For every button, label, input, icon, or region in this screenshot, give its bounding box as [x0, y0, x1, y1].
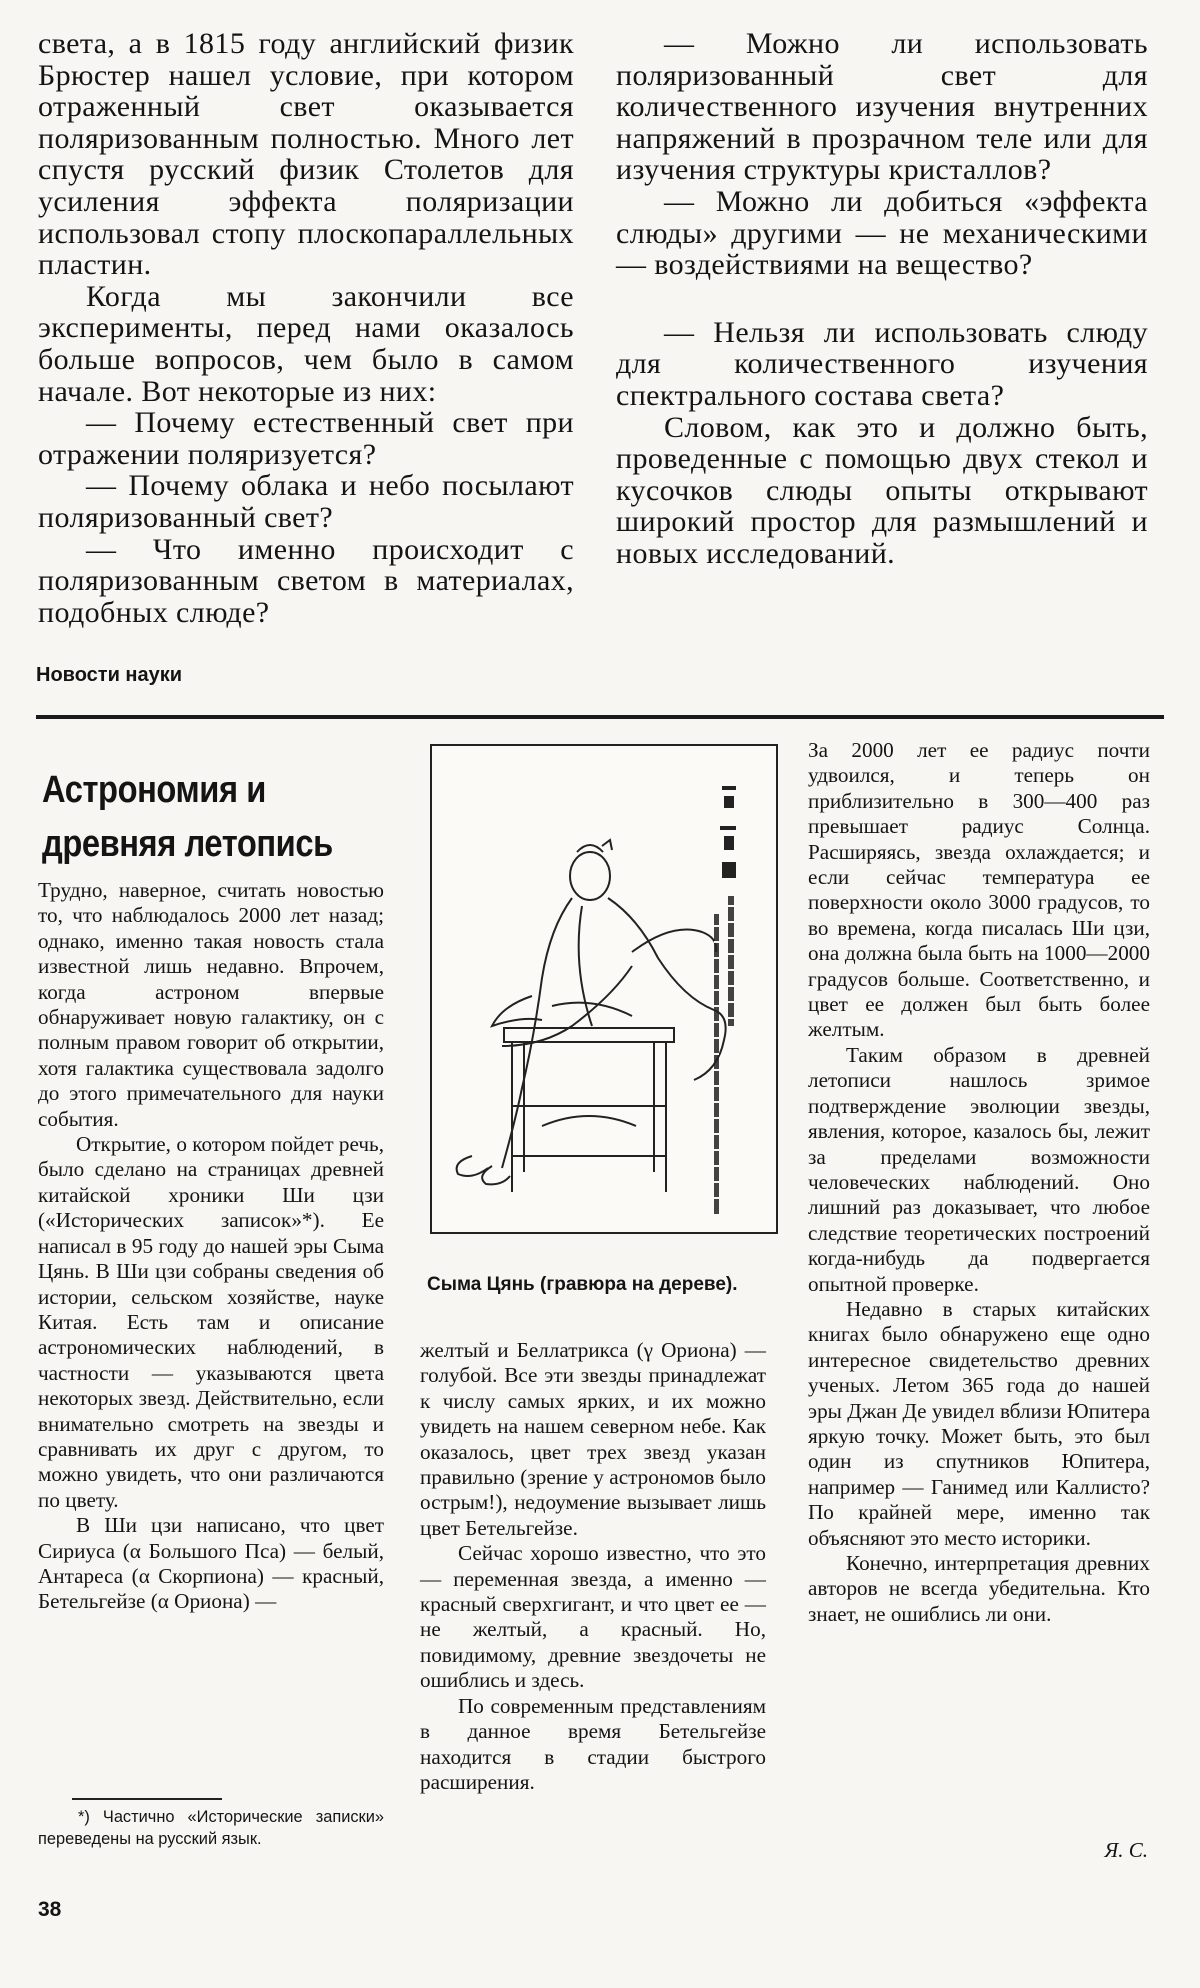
- paragraph: Открытие, о котором пойдет речь, было сделано на страницах древней китайской хроники Ши цзи («Исторических записок»*). Ее написал в 95 году до нашей эры Сыма Цянь. В Ши цзи собраны сведения об истории, сельском хозяйстве, науке Китая. Есть там и описание астрономических наблюдений, в частности — указываются цвета некоторых звезд. Действительно, если внимательно смотреть на звезды и сравнивать их друг с другом, то можно увидеть, что они различаются по цвету.: [38, 1132, 384, 1512]
- paragraph: Сейчас хорошо известно, что это — переменная звезда, а именно — красный сверхгигант, и что цвет ее — не желтый, а красный. Но, повидимому, древние звездочеты не ошиблись и здесь.: [420, 1541, 766, 1693]
- engraving-figure: [430, 744, 778, 1234]
- question-item: — Что именно происходит с поляризованным светом в материалах, подобных слюде?: [38, 532, 574, 629]
- paragraph: Когда мы закончили все эксперименты, перед нами оказалось больше вопросов, чем было в самом начале. Вот некоторые из них:: [38, 279, 574, 408]
- question-item: — Можно ли добиться «эффекта слюды» другими — не механическими — воздействиями на вещество?: [616, 184, 1148, 282]
- question-item: — Можно ли использовать поляризованный свет для количественного изучения внутренних напряжений в прозрачном теле или для изучения структуры кристаллов?: [616, 27, 1148, 187]
- section-divider: [36, 715, 1164, 719]
- article-column-1: [38, 878, 384, 1615]
- author-signature: Я. С.: [1104, 1838, 1148, 1862]
- question-item: — Почему облака и небо посылают поляризованный свет?: [38, 469, 574, 534]
- paragraph: света, а в 1815 году английский физик Брюстер нашел условие, при котором отраженный свет оказывается поляризованным полностью. Много лет спустя русский физик Столетов для усиления эффекта поляризации использовал стопу плоскопараллельных пластин.: [38, 27, 574, 282]
- paragraph: За 2000 лет ее радиус почти удвоился, и теперь он приблизительно в 300—400 раз превышает радиус Солнца. Расширяясь, звезда охлаждается; и если сейчас температура ее поверхности около 3000 градусов, то во времена, когда писалась Ши цзи, она должна была быть на 1000—2000 градусов больше. Соответственно, и цвет ее должен был быть более желтым.: [808, 738, 1150, 1042]
- paragraph: Таким образом в древней летописи нашлось зримое подтверждение эволюции звезды, явления, которое, казалось бы, лежит за пределами возможности человеческих наблюдений. Оно лишний раз доказывает, что любое следствие теоретических построений когда-нибудь да подвергается опытной проверке.: [808, 1042, 1150, 1296]
- article-column-3: [808, 738, 1150, 1627]
- spacer: [616, 281, 1148, 317]
- paragraph: желтый и Беллатрикса (γ Ориона) — голубой. Все эти звезды принадлежат к числу самых ярких, и их можно увидеть на нашем северном небе. Как оказалось, цвет трех звезд указан правильно (зрение у астрономов было острым!), недоумение вызывает лишь цвет Бетельгейзе.: [420, 1338, 766, 1540]
- figure-caption: Сыма Цянь (гравюра на дереве).: [427, 1274, 738, 1295]
- question-item: — Нельзя ли использовать слюду для количественного изучения спектрального состава света?: [616, 315, 1148, 412]
- article-column-2: [420, 1338, 766, 1795]
- footnote: *) Частично «Исторические записки» переведены на русский язык.: [38, 1808, 384, 1848]
- footnote-divider: [72, 1798, 222, 1800]
- paragraph: Недавно в старых китайских книгах было обнаружено еще одно интересное свидетельство древних ученых. Летом 365 года до нашей эры Джан Де увидел вблизи Юпитера яркую точку. Может быть, это был один из спутников Юпитера, например — Ганимед или Каллисто? По крайней мере, именно так объясняют это место историки.: [808, 1296, 1150, 1550]
- paragraph: Конечно, интерпретация древних авторов не всегда убедительна. Кто знает, не ошиблись ли они.: [808, 1551, 1150, 1626]
- sima-qian-engraving-image: [432, 746, 776, 1232]
- section-label: Новости науки: [36, 664, 183, 686]
- paragraph: По современным представлениям в данное время Бетельгейзе находится в стадии быстрого расширения.: [420, 1693, 766, 1794]
- page-number: 38: [38, 1898, 62, 1921]
- paragraph: В Ши цзи написано, что цвет Сириуса (α Большого Пса) — белый, Антареса (α Скорпиона) — красный, Бетельгейзе (α Ориона) —: [38, 1513, 384, 1614]
- article-title: Астрономия и древняя летопись: [42, 769, 333, 866]
- top-right-column: [616, 28, 1148, 570]
- paragraph: Трудно, наверное, считать новостью то, что наблюдалось 2000 лет назад; однако, именно такая новость стала известной лишь недавно. Впрочем, когда астроном впервые обнаруживает новую галактику, он с полным правом говорит об открытии, хотя галактика существовала задолго до этого примечательного для науки события.: [38, 878, 384, 1131]
- question-item: — Почему естественный свет при отражении поляризуется?: [38, 406, 574, 471]
- paragraph: Словом, как это и должно быть, проведенные с помощью двух стекол и кусочков слюды опыты открывают широкий простор для размышлений и новых исследований.: [616, 410, 1148, 570]
- top-left-column: [38, 28, 574, 628]
